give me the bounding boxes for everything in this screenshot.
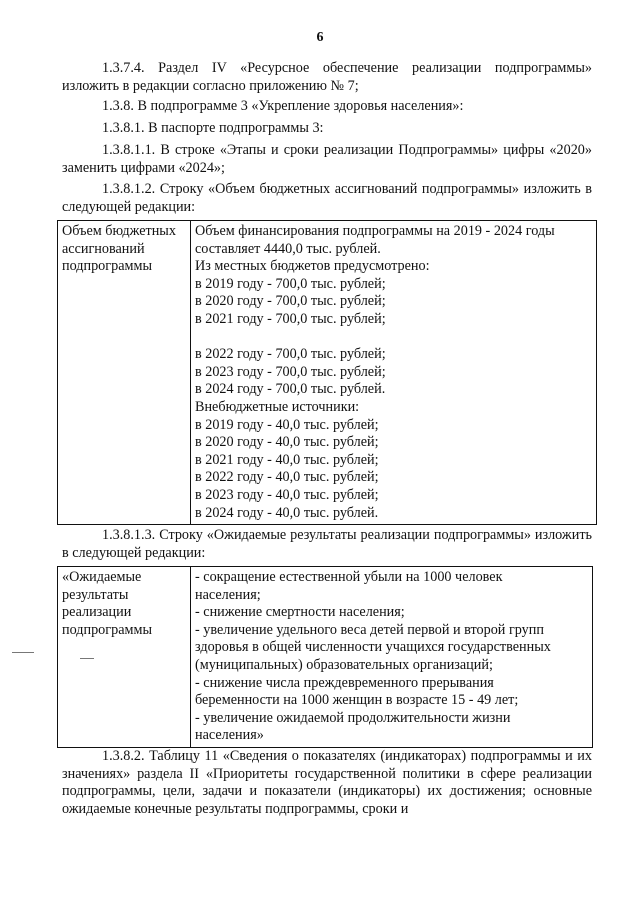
budget-line: в 2019 году - 700,0 тыс. рублей;	[195, 275, 386, 292]
results-line: здоровья в общей численности учащихся государственных	[195, 639, 551, 656]
results-line: населения;	[195, 586, 261, 603]
budget-line: в 2021 году - 40,0 тыс. рублей;	[195, 451, 379, 468]
budget-line: в 2024 году - 700,0 тыс. рублей.	[195, 381, 386, 398]
budget-line: в 2020 году - 40,0 тыс. рублей;	[195, 434, 379, 451]
budget-label-cell: Объем бюджетных ассигнований подпрограммы	[58, 221, 191, 525]
paragraph-1-3-8: 1.3.8. В подпрограмме 3 «Укрепление здоровья населения»:	[102, 98, 464, 114]
budget-line: в 2023 году - 700,0 тыс. рублей;	[195, 363, 386, 380]
results-line: - снижение числа преждевременного прерывания	[195, 674, 494, 691]
results-line: беременности на 1000 женщин в возрасте 15 - 49 лет;	[195, 692, 519, 709]
budget-line: в 2022 году - 40,0 тыс. рублей;	[195, 469, 379, 486]
paragraph-1-3-7-4: 1.3.7.4. Раздел IV «Ресурсное обеспечение реализации подпрограммы» изложить в редакции согласно приложению № 7;	[62, 60, 592, 94]
budget-allocation-table	[57, 220, 597, 525]
results-line: - увеличение ожидаемой продолжительности жизни	[195, 709, 511, 726]
paragraph-1-3-8-2: 1.3.8.2. Таблицу 11 «Сведения о показателях (индикаторах) подпрограммы и их значениях» раздела II «Приоритеты государственной политики в сфере реализации подпрограммы, цели, задачи и показатели (индикаторы) их достижения; основные ожидаемые конечные результаты подпрограммы, сроки и	[62, 748, 592, 817]
paragraph-1-3-8-1-2: 1.3.8.1.2. Строку «Объем бюджетных ассигнований подпрограммы» изложить в следующей редакции:	[62, 181, 592, 215]
budget-line: Из местных бюджетов предусмотрено:	[195, 258, 430, 275]
margin-scan-mark	[12, 652, 34, 653]
budget-content-cell	[191, 221, 597, 525]
page-number: 6	[316, 30, 324, 45]
paragraph-1-3-8-1: 1.3.8.1. В паспорте подпрограммы 3:	[102, 120, 324, 136]
results-label-cell: «Ожидаемые результаты реализации подпрограммы	[58, 567, 191, 748]
budget-line: в 2023 году - 40,0 тыс. рублей;	[195, 486, 379, 503]
expected-results-table	[57, 566, 593, 748]
margin-scan-mark	[80, 658, 94, 659]
results-line: - сокращение естественной убыли на 1000 человек	[195, 569, 503, 585]
results-content-cell	[191, 567, 593, 748]
paragraph-1-3-8-1-1: 1.3.8.1.1. В строке «Этапы и сроки реализации Подпрограммы» цифры «2020» заменить цифрами «2024»;	[62, 142, 592, 176]
results-line: - увеличение удельного веса детей первой и второй групп	[195, 621, 544, 638]
budget-blank-line	[195, 329, 592, 347]
budget-line: в 2019 году - 40,0 тыс. рублей;	[195, 416, 379, 433]
results-line: (муниципальных) образовательных организаций;	[195, 656, 493, 673]
budget-line: в 2022 году - 700,0 тыс. рублей;	[195, 346, 386, 363]
budget-line: в 2020 году - 700,0 тыс. рублей;	[195, 293, 386, 310]
budget-line: Внебюджетные источники:	[195, 398, 360, 415]
results-line: - снижение смертности населения;	[195, 604, 405, 621]
budget-line: Объем финансирования подпрограммы на 2019 - 2024 годы	[195, 223, 555, 239]
budget-line: в 2024 году - 40,0 тыс. рублей.	[195, 504, 379, 521]
paragraph-1-3-8-1-3: 1.3.8.1.3. Строку «Ожидаемые результаты реализации подпрограммы» изложить в следующей редакции:	[62, 527, 592, 561]
results-line: населения»	[195, 727, 264, 744]
budget-line: в 2021 году - 700,0 тыс. рублей;	[195, 310, 386, 327]
budget-line: составляет 4440,0 тыс. рублей.	[195, 240, 381, 257]
